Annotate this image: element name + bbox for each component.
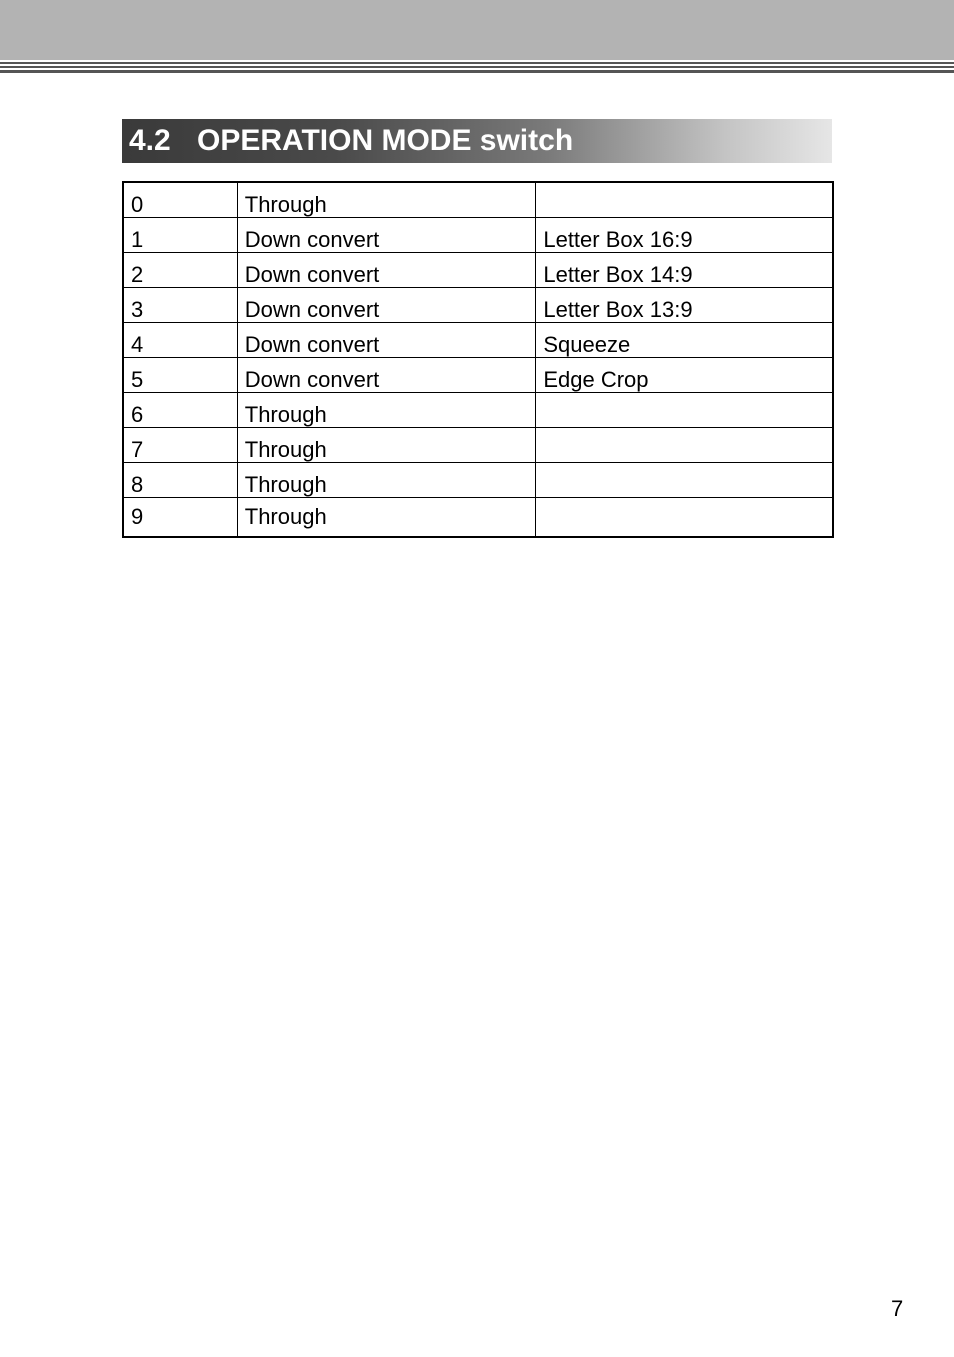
detail-cell [536,182,833,218]
mode-cell: Down convert [237,288,536,323]
section-number: 4.2 [129,124,171,157]
switch-position-cell: 8 [123,463,237,498]
header-rule [0,62,954,64]
table-row [123,218,833,253]
table-row [123,393,833,428]
detail-cell: Edge Crop [536,358,833,393]
table-row [123,323,833,358]
switch-position-cell: 5 [123,358,237,393]
detail-cell [536,498,833,538]
detail-cell [536,393,833,428]
mode-cell: Through [237,182,536,218]
mode-cell: Through [237,498,536,538]
detail-cell: Letter Box 14:9 [536,253,833,288]
header-rule [0,66,954,68]
switch-position-cell: 7 [123,428,237,463]
detail-cell: Letter Box 16:9 [536,218,833,253]
table-row [123,358,833,393]
switch-position-cell: 9 [123,498,237,538]
mode-cell: Through [237,463,536,498]
table-row [123,182,833,218]
switch-position-cell: 3 [123,288,237,323]
detail-cell: Squeeze [536,323,833,358]
mode-cell: Through [237,393,536,428]
table-row [123,253,833,288]
switch-position-cell: 4 [123,323,237,358]
section-title: OPERATION MODE switch [197,124,574,157]
table-row [123,463,833,498]
table-row [123,498,833,538]
mode-cell: Down convert [237,218,536,253]
operation-mode-table [122,181,834,538]
table-row [123,428,833,463]
detail-cell: Letter Box 13:9 [536,288,833,323]
table-row [123,288,833,323]
section-heading [122,119,832,163]
mode-cell: Down convert [237,323,536,358]
detail-cell [536,463,833,498]
switch-position-cell: 0 [123,182,237,218]
mode-cell: Down convert [237,253,536,288]
mode-cell: Down convert [237,358,536,393]
mode-cell: Through [237,428,536,463]
switch-position-cell: 2 [123,253,237,288]
header-band [0,0,954,60]
detail-cell [536,428,833,463]
header-rule [0,70,954,73]
switch-position-cell: 1 [123,218,237,253]
page-number: 7 [891,1296,904,1321]
switch-position-cell: 6 [123,393,237,428]
